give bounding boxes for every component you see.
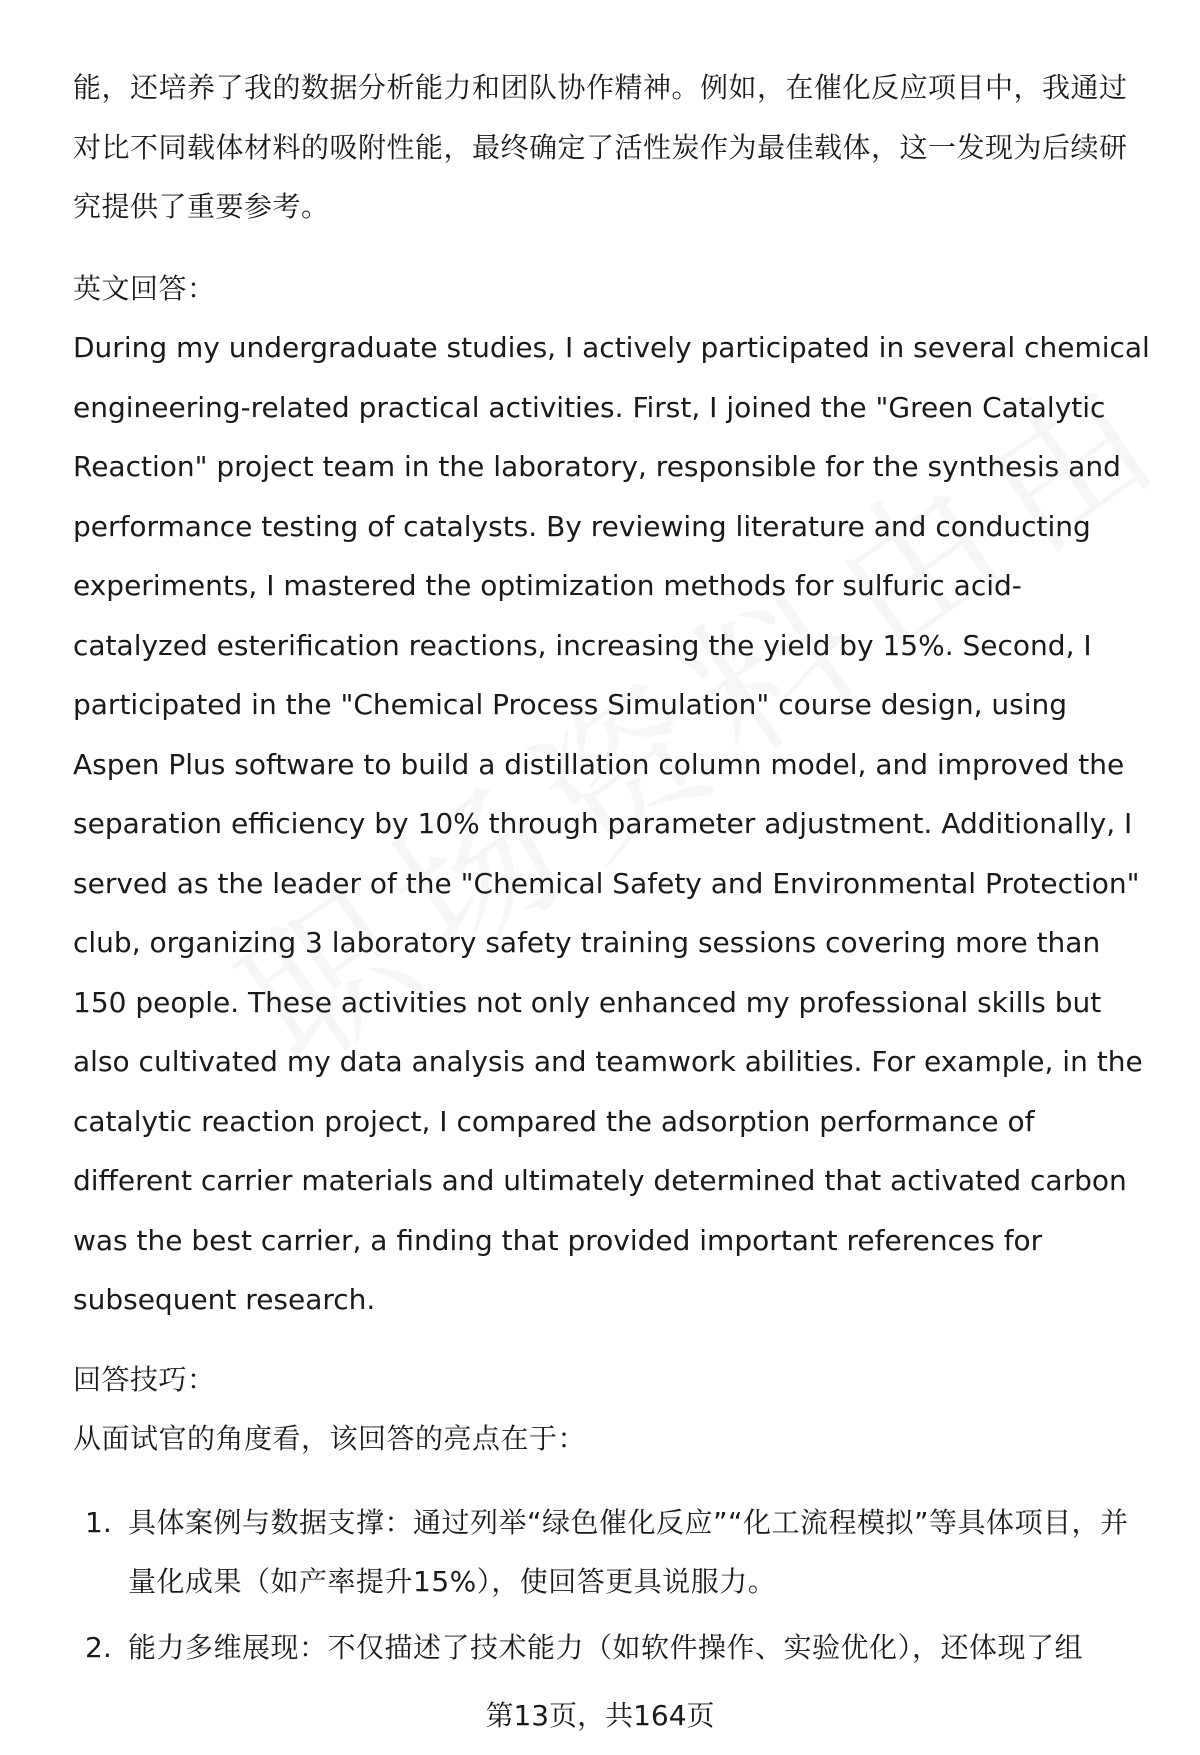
list-item-number: 2. <box>85 1630 112 1664</box>
english-answer-paragraph: During my undergraduate studies, I actively participated in several chemical engineering-related practical activities. First, I joined the "Green Catalytic Reaction" project team in the laboratory, responsible for the synthesis and performance testing of catalysts. By reviewing literature and conducting experiments, I mastered the optimization methods for sulfuric acid-catalyzed esterification reactions, increasing the yield by 15%. Second, I participated in the "Chemical Process Simulation" course design, using Aspen Plus software to build a distillation column model, and improved the separation efficiency by 10% through parameter adjustment. Additionally, I served as the leader of the "Chemical Safety and Environmental Protection" club, organizing 3 laboratory safety training sessions covering more than 150 people. These activities not only enhanced my professional skills but also cultivated my data analysis and teamwork abilities. For example, in the catalytic reaction project, I compared the adsorption performance of different carrier materials and ultimately determined that activated carbon was the best carrier, a finding that provided important references for subsequent research. <box>73 331 1150 1316</box>
spacer <box>73 1469 1153 1493</box>
intro-paragraph: 能，还培养了我的数据分析能力和团队协作精神。例如，在催化反应项目中，我通过对比不同载体材料的吸附性能，最终确定了活性炭作为最佳载体，这一发现为后续研究提供了重要参考。 <box>73 71 1128 223</box>
list-item <box>73 1618 1153 1678</box>
page-content <box>73 58 1153 1683</box>
tips-list <box>73 1493 1153 1678</box>
spacer <box>73 237 1153 259</box>
tips-intro: 从面试官的角度看，该回答的亮点在于： <box>73 1422 587 1455</box>
list-item-number: 1. <box>85 1505 112 1539</box>
list-item <box>73 1493 1153 1612</box>
list-item-text: 具体案例与数据支撑：通过列举“绿色催化反应”“化工流程模拟”等具体项目，并量化成果（如产率提升15%），使回答更具说服力。 <box>128 1505 1129 1598</box>
spacer <box>73 1330 1153 1350</box>
english-answer-label: 英文回答： <box>73 271 216 305</box>
page-footer: 第13页，共164页 <box>485 1699 715 1732</box>
list-item-text: 能力多维展现：不仅描述了技术能力（如软件操作、实验优化），还体现了组 <box>128 1630 1084 1664</box>
tips-label: 回答技巧： <box>73 1362 216 1396</box>
